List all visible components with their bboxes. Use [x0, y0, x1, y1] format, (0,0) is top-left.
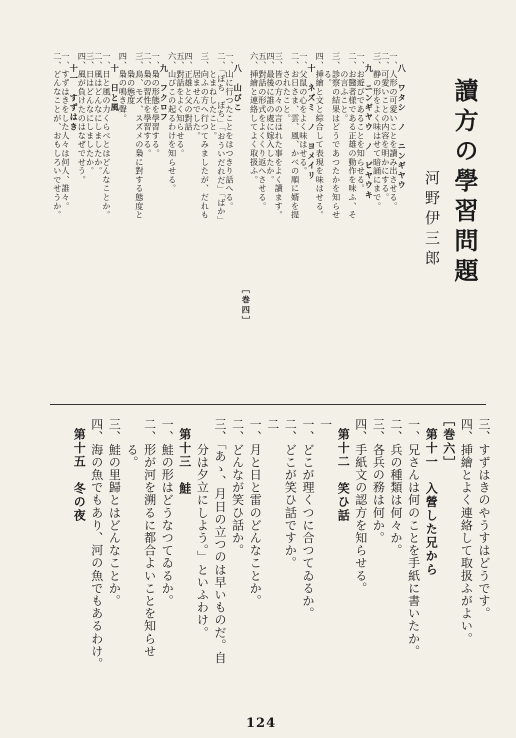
- question-line: 六、山びこの起るわけを知らせる。: [167, 52, 178, 193]
- volume-label: ［巻六］: [441, 414, 456, 470]
- question-line: 三、各兵の務は何か。: [371, 418, 386, 544]
- question-line: 二、可愛いことの内容を明かにする。: [380, 52, 391, 202]
- lesson-heading: 八 ワタシ ノ ニンギヤウ: [397, 64, 408, 191]
- question-line: 一、日と風の力くらべとはどんなことか。: [102, 52, 112, 220]
- question-line: とまねしたこと。: [208, 52, 219, 140]
- question-line: 一、お遊びであることを知らせる。: [356, 52, 367, 193]
- page-title: 讀方の學習問題: [450, 78, 479, 288]
- question-line: 二、お醫者様である正雄の動作を味ふ、そ: [348, 52, 358, 220]
- question-line: 一、父鼠の心をよく味はせる。: [298, 52, 309, 176]
- question-line: 三、日はどんなにしましたか。: [85, 52, 96, 176]
- question-line: 一、月と日と雷のどんなことか。: [248, 418, 263, 607]
- question-line: 三、皆の方々の言はれた事をよく讀ます。: [274, 52, 285, 220]
- lesson-heading: 九 ニンギヤウ ノ ビヤウキ: [364, 64, 375, 200]
- question-line: 四、梟の鳴き聲。: [118, 52, 129, 123]
- question-line: 二、形が河を溯るに都合よいことを知らせ: [142, 418, 157, 658]
- question-line: 五、對話をよく知らせる。: [175, 52, 186, 158]
- question-line: の言ふこと。: [339, 52, 350, 123]
- question-line: 分は夕立にしよう。」といふわけ。: [195, 418, 210, 639]
- question-line: 四、挿繪とよく連絡して取扱ふがよい。: [459, 418, 474, 645]
- question-line: 二、梟の習性を學習する。: [143, 52, 153, 158]
- question-line: 三、静の形をよく味はせて暗誦にまで。: [372, 52, 383, 211]
- question-line: 四、手紙文の認方を知らせる。: [353, 418, 368, 595]
- question-line: 二、どこが笑ひ話ですか。: [283, 418, 298, 570]
- question-line: 一、梟の形態を學習する。: [151, 52, 162, 158]
- question-line: 六、挿繪と連絡してよく取扱ふ。: [249, 52, 260, 184]
- question-line: 五、對話の形式をよくくり返へさせる。: [257, 52, 268, 211]
- section-divider: [50, 404, 486, 405]
- question-line: 二、兵の種類は何々か。: [389, 418, 403, 557]
- question-line: 一、人形の可愛いことを讀み出させる。: [389, 52, 399, 211]
- question-line: 三、向ふの方へ行つてみましたが、だれも: [200, 52, 211, 220]
- question-line: 居ませんでした。: [192, 52, 203, 140]
- question-line: 三、鳥、モズ、スズメの梟に對する態度と: [134, 52, 145, 220]
- question-line: 二、「ぼち ぼち」「おういだれだ」「ばか」: [216, 52, 227, 225]
- volume-label: ［巻四］: [241, 285, 252, 326]
- question-line: る。: [125, 418, 139, 469]
- page-number: 124: [246, 716, 277, 731]
- question-line: 三、鮭の里歸とはどんなことか。: [107, 418, 122, 607]
- question-line: 三、診察の結果はどうであつたかを知らせ: [331, 52, 342, 220]
- lesson-heading: 第十一 入營した兄から: [424, 428, 439, 577]
- lesson-heading: 第十三 鮭: [177, 428, 192, 496]
- lesson-heading: 十 ネズミ ノ ヨメイリ: [307, 64, 317, 181]
- lesson-heading: 第十五 冬の夜: [72, 428, 87, 523]
- question-line: 四、正雄と父の對話: [184, 52, 194, 132]
- question-line: 梟の態度: [126, 52, 137, 105]
- question-line: 二: [265, 418, 280, 431]
- lesson-heading: 九 フクロフ: [159, 64, 170, 123]
- question-line: 一、どこが理くつに合つてゐるか。: [301, 418, 315, 620]
- question-line: 二、お日さま、雲、風、かべの順に婿を提: [290, 52, 301, 220]
- question-line: 三、すずはきのやうすはどうです。: [477, 418, 491, 620]
- question-line: 一、山に行つたことをはつきり話へる。: [225, 52, 235, 211]
- question-line: 一、鮭の形はどうなつてゐるか。: [160, 418, 175, 607]
- question-line: る。: [323, 52, 334, 88]
- lesson-heading: 第十二 笑ひ話: [336, 428, 351, 523]
- lesson-heading: 十一 すずはき: [69, 64, 80, 132]
- question-line: 三、「あゝ、月日の立つのは早いものだ。自: [213, 418, 227, 664]
- question-line: 一、すずはきをした人々は何人、誰々。: [61, 52, 71, 211]
- question-line: 二、風はどんなにしましたか。: [93, 52, 104, 176]
- question-line: 四、最後に誰の處に嫁入したか。: [266, 52, 276, 184]
- lesson-heading: 十 日と風: [110, 64, 121, 113]
- question-line: 一、兄さんは何のことを手紙に書いたか。: [406, 418, 421, 658]
- question-line: 二、どんなが笑ひ話か。: [230, 418, 245, 557]
- question-line: 一: [318, 418, 333, 431]
- question-line: 四、挿繪と文と綜合して表現を味はせる。: [315, 52, 326, 220]
- question-line: 四、海の魚でもあり、河の魚でもあるわけ。: [89, 418, 104, 670]
- question-line: 四、風が負けたのはなぜでせう。: [77, 52, 88, 184]
- question-line: 二、どんなことが、おもしろいでせうか。: [52, 52, 63, 220]
- author-name: 河野伊三郎: [423, 170, 441, 270]
- question-line: されたこと。: [282, 52, 293, 123]
- lesson-heading: 八 山びこ: [233, 64, 244, 113]
